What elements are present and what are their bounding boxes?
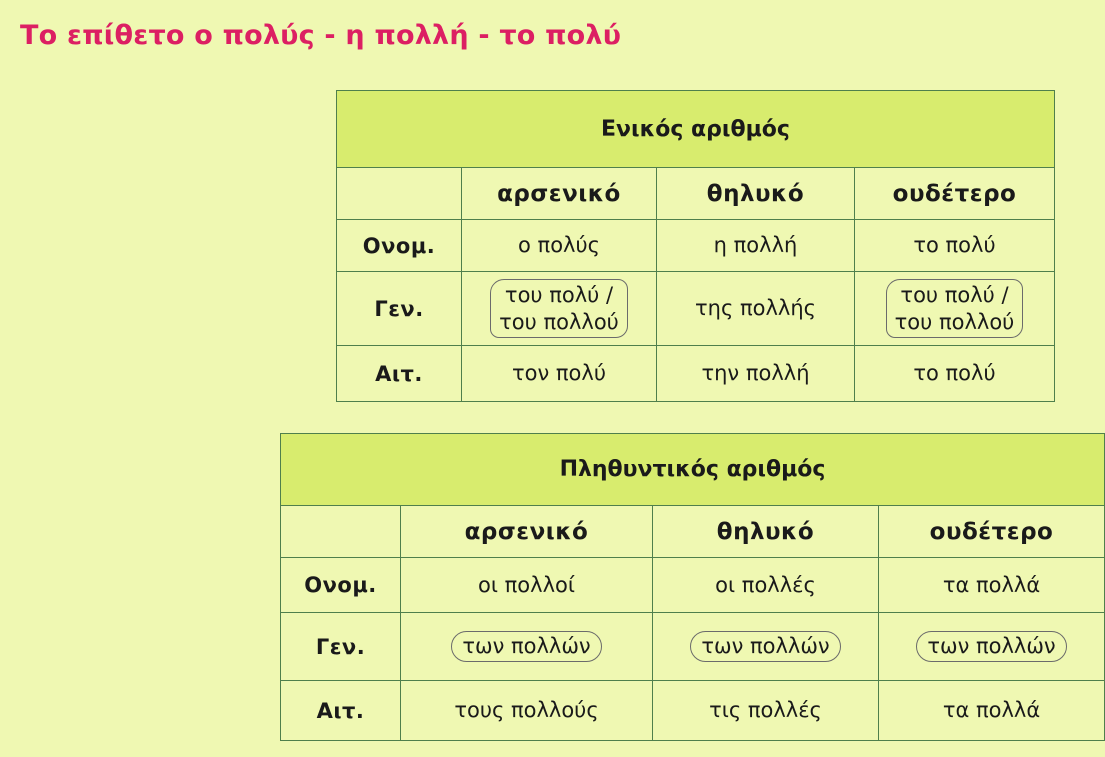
form-cell: οι πολλοί — [401, 558, 653, 613]
form-cell: το πολύ — [855, 346, 1055, 402]
form-cell: η πολλή — [657, 220, 855, 272]
form-line: του πολύ / — [900, 283, 1009, 308]
form-line: του πολλού — [499, 309, 619, 334]
header-feminine: θηλυκό — [653, 506, 879, 558]
form-cell: τον πολύ — [462, 346, 657, 402]
pencil-circle: των πολλών — [690, 631, 840, 661]
form-cell: ο πολύς — [462, 220, 657, 272]
form-line: του πολύ / — [504, 283, 614, 308]
case-label: Αιτ. — [337, 346, 462, 402]
form-cell — [653, 613, 879, 681]
case-label: Ονομ. — [337, 220, 462, 272]
header-feminine: θηλυκό — [657, 168, 855, 220]
empty-corner-cell — [337, 168, 462, 220]
table-row — [281, 558, 1105, 613]
case-label: Γεν. — [337, 272, 462, 346]
case-label: Αιτ. — [281, 681, 401, 741]
plural-declension-table — [280, 433, 1105, 741]
pencil-circle — [886, 279, 1024, 338]
pencil-circle: των πολλών — [451, 631, 601, 661]
page-title: Το επίθετο ο πολύς - η πολλή - το πολύ — [20, 20, 622, 51]
empty-corner-cell — [281, 506, 401, 558]
header-masculine: αρσενικό — [462, 168, 657, 220]
table-row — [337, 220, 1055, 272]
pencil-circle — [490, 279, 628, 338]
table-caption: Ενικός αριθμός — [337, 91, 1055, 168]
table-row — [337, 346, 1055, 402]
form-line: του πολλού — [894, 309, 1015, 334]
singular-declension-table — [336, 90, 1055, 402]
header-masculine: αρσενικό — [401, 506, 653, 558]
table-row — [337, 272, 1055, 346]
table-row — [281, 681, 1105, 741]
table-caption: Πληθυντικός αριθμός — [281, 434, 1105, 506]
form-cell — [401, 613, 653, 681]
form-cell: την πολλή — [657, 346, 855, 402]
header-neuter: ουδέτερο — [879, 506, 1105, 558]
form-cell — [879, 613, 1105, 681]
form-cell: οι πολλές — [653, 558, 879, 613]
form-cell: τα πολλά — [879, 681, 1105, 741]
form-cell — [462, 272, 657, 346]
case-label: Ονομ. — [281, 558, 401, 613]
form-cell: της πολλής — [657, 272, 855, 346]
table-row — [281, 613, 1105, 681]
case-label: Γεν. — [281, 613, 401, 681]
pencil-circle: των πολλών — [916, 631, 1066, 661]
form-cell: τους πολλούς — [401, 681, 653, 741]
form-cell — [855, 272, 1055, 346]
form-cell: τα πολλά — [879, 558, 1105, 613]
form-cell: το πολύ — [855, 220, 1055, 272]
header-neuter: ουδέτερο — [855, 168, 1055, 220]
form-cell: τις πολλές — [653, 681, 879, 741]
